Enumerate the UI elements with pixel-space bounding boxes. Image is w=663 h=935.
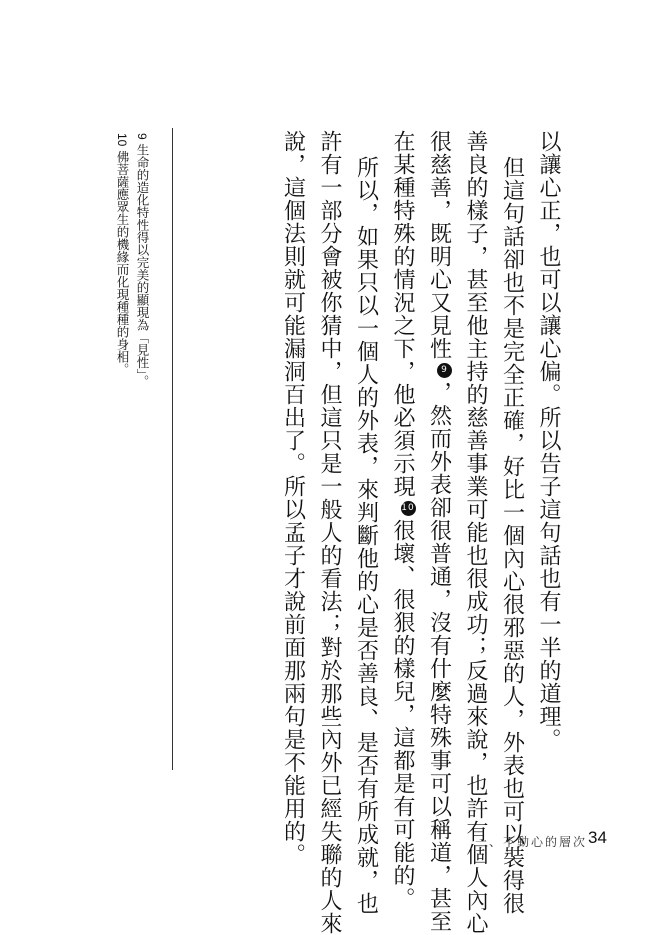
footnote-marker-9: 9 [437, 363, 452, 378]
footnote-10 [112, 133, 132, 387]
text-segment: 很壞、很狠的樣兒，這都是有可能的。 [390, 519, 415, 910]
text-column-6: 所以，如果只以一個人的外表，來判斷他的心是否善良、是否有所成就，也 [353, 156, 379, 916]
footnote-number: 9 [135, 133, 149, 140]
text-segment: 在某種特殊的情況之下，他必須示現 [390, 130, 415, 498]
running-header: 一、不動心的層次 [475, 835, 588, 849]
text-column-4 [420, 130, 457, 933]
text-column-2: 但這句話卻也不是完全正確，好比一個內心很邪惡的人，外表也可以裝得很 [499, 156, 525, 916]
text-column-1: 以讓心正，也可以讓心偏。所以告子這句話也有一半的道理。 [536, 130, 561, 751]
footnote-divider [172, 128, 173, 770]
footnote-marker-10: 10 [401, 501, 416, 516]
text-column-7: 許有一部分會被你猜中，但這只是一般人的看法；對於那些內外已經失聯的人來 [317, 130, 342, 935]
footnote-text: 佛菩薩應眾生的機緣而化現種種的身相。 [115, 150, 130, 376]
text-column-8: 說，這個法則就可能漏洞百出了。所以孟子才說前面那兩句是不能用的。 [280, 130, 306, 866]
page-number: 34 [588, 828, 607, 847]
footnote-9 [132, 133, 152, 387]
text-segment: ，然而外表卻很普通，沒有什麼特殊事可以稱道，甚至 [426, 381, 452, 933]
text-column-5 [384, 130, 421, 910]
text-segment: 很慈善，既明心又見性 [426, 130, 452, 360]
footnote-number: 10 [115, 133, 129, 147]
footnote-text: 生命的造化特性得以完美的顯現為「見性」。 [135, 143, 150, 388]
footnotes [112, 133, 152, 387]
text-column-3: 善良的樣子，甚至他主持的慈善事業可能也很成功；反過來說，也許有個人內心 [463, 130, 488, 935]
